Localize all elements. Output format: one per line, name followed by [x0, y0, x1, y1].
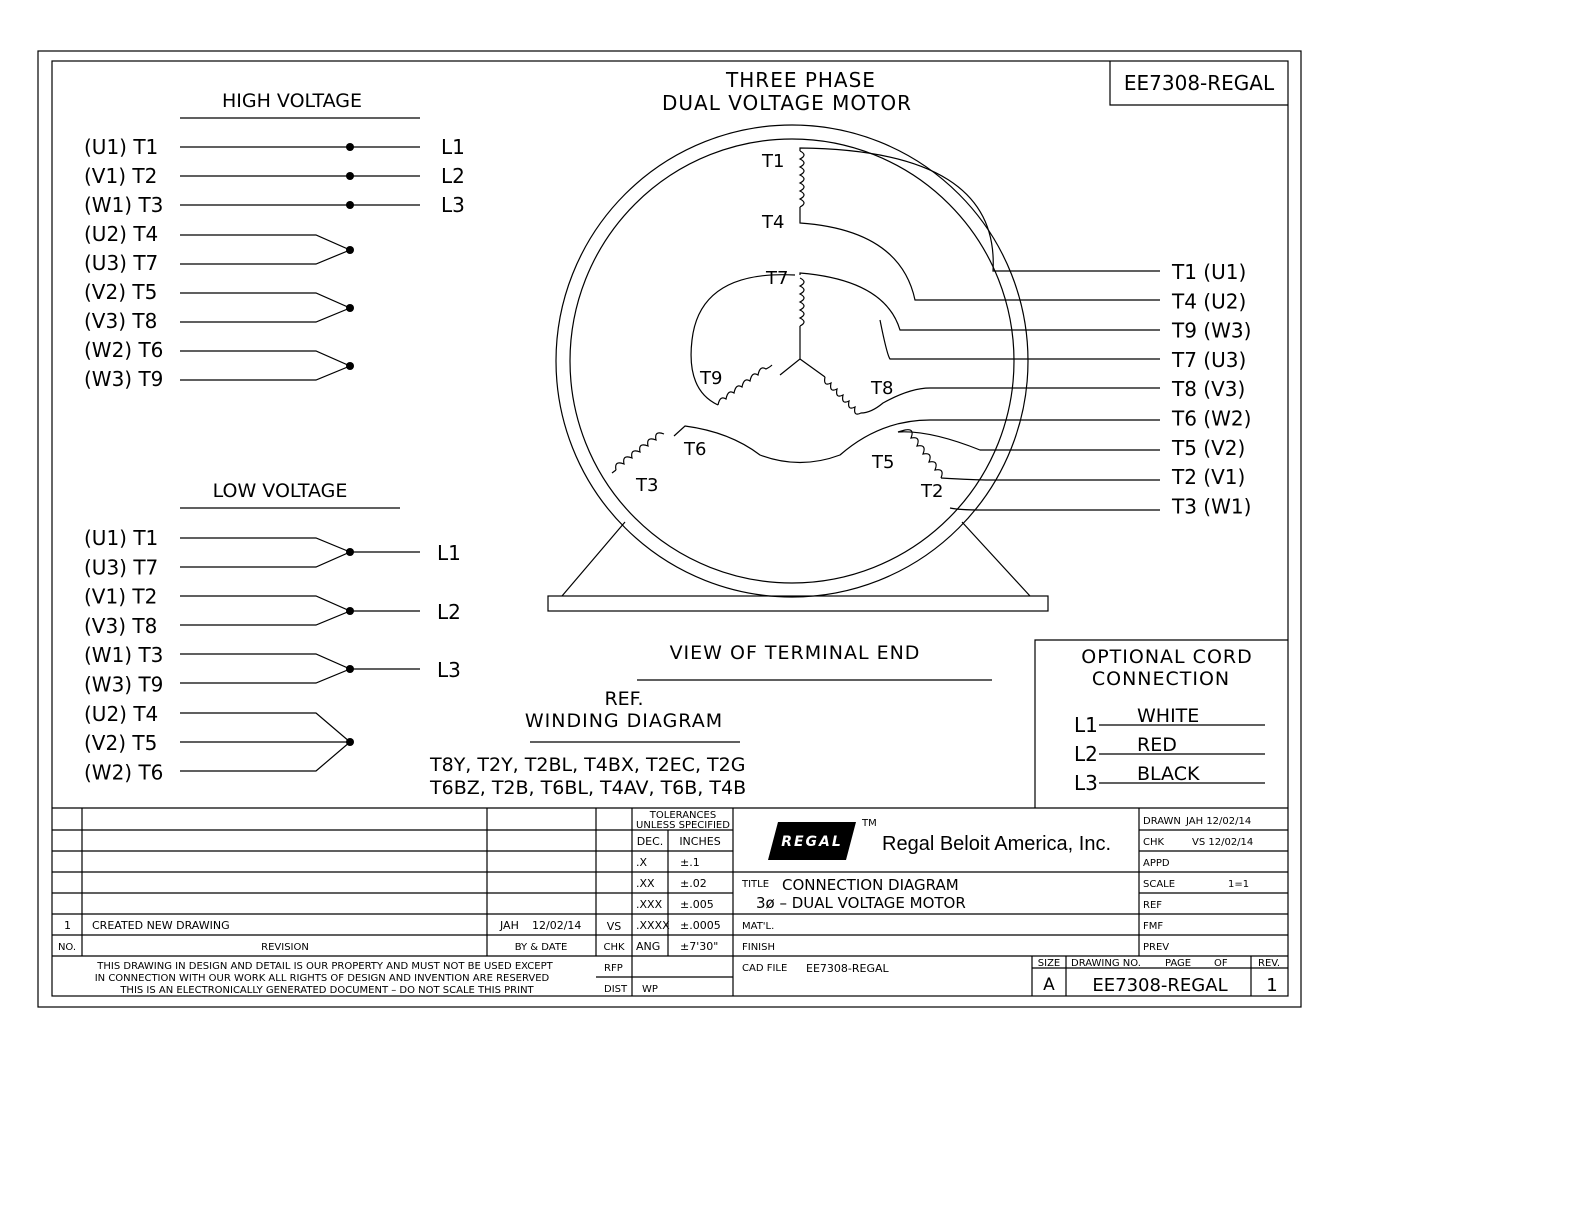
cord-heading-2: CONNECTION [1091, 668, 1231, 690]
dec-label: DEC. [636, 835, 664, 848]
title-line1: THREE PHASE [726, 68, 876, 92]
winding-label: T2 [921, 481, 944, 502]
inner-border [52, 61, 1288, 996]
fmf-label: FMF [1143, 921, 1164, 932]
hv-lead-label: (U1) T1 [84, 135, 159, 159]
chk-value: VS 12/02/14 [1192, 837, 1254, 848]
title-block [52, 808, 1288, 996]
ref-label: REF. [604, 688, 644, 710]
rev-label: REV. [1258, 958, 1280, 969]
winding-label: T8 [871, 378, 894, 399]
lv-lead-label: (V2) T5 [84, 731, 158, 756]
cord-color-label: BLACK [1137, 763, 1200, 785]
terminal-lead-label: T7 (U3) [1172, 347, 1247, 372]
high-voltage-section [84, 90, 465, 391]
scale-label: SCALE [1143, 879, 1176, 890]
cord-color-label: RED [1137, 734, 1177, 756]
terminal-lead-label: T8 (V3) [1172, 377, 1246, 402]
title-label: TITLE [742, 879, 770, 890]
cad-file-value: EE7308-REGAL [806, 962, 889, 975]
terminal-lead-label: T3 (W1) [1172, 494, 1252, 519]
hv-lead-label: (U2) T4 [84, 222, 159, 246]
tolerance-value: ±.02 [680, 877, 707, 890]
lv-lead-label: (W1) T3 [84, 643, 164, 668]
terminal-lead-label: T2 (V1) [1172, 465, 1246, 490]
rev-row-text: CREATED NEW DRAWING [92, 919, 230, 932]
scale-value: 1=1 [1228, 879, 1250, 890]
title-line-1: CONNECTION DIAGRAM [782, 876, 959, 894]
lead-t4 [800, 207, 1160, 300]
terminal-lead-label: T6 (W2) [1172, 406, 1252, 431]
lead-t7 [880, 320, 1160, 359]
rev-value: 1 [1266, 975, 1278, 996]
rev-row-no: 1 [64, 919, 71, 932]
col-revision: REVISION [261, 942, 309, 953]
rfp-label: RFP [604, 963, 623, 974]
terminal-lead-label: T5 (V2) [1172, 435, 1246, 460]
chk-label: CHK [1143, 837, 1165, 848]
cad-file-label: CAD FILE [742, 963, 788, 974]
motor-outer-ring [556, 125, 1028, 597]
terminal-lead-label: T9 (W3) [1172, 318, 1252, 343]
hv-lead-label: (V1) T2 [84, 164, 158, 188]
hv-lead-label: (W3) T9 [84, 367, 164, 391]
tolerance-decimal: .XX [636, 877, 655, 890]
tolerance-decimal: ANG [636, 940, 661, 953]
terminal-lead-label: T4 (U2) [1172, 289, 1247, 314]
ref-list-1: T8Y, T2Y, T2BL, T4BX, T2EC, T2G [430, 754, 746, 776]
appd-label: APPD [1143, 858, 1170, 869]
hv-lead-label: (U3) T7 [84, 251, 159, 275]
tolerances-h1: TOLERANCES [649, 810, 717, 821]
col-by-date: BY & DATE [514, 942, 568, 953]
tolerance-decimal: .X [636, 856, 648, 869]
lv-line-l2: L2 [437, 600, 461, 624]
trademark-mark: TM [862, 818, 877, 829]
tolerance-value: ±.005 [680, 898, 714, 911]
cord-heading-1: OPTIONAL CORD [1081, 646, 1253, 668]
hv-line-l3: L3 [441, 193, 465, 217]
hv-lead-label: (W2) T6 [84, 338, 164, 362]
winding-label: T7 [766, 268, 789, 289]
lead-t2 [941, 478, 1160, 480]
lv-lead-label: (V3) T8 [84, 613, 158, 638]
high-voltage-heading: HIGH VOLTAGE [221, 90, 363, 112]
view-label: VIEW OF TERMINAL END [669, 642, 921, 664]
id-box-text: EE7308-REGAL [1123, 71, 1275, 95]
lv-lead-label: (V1) T2 [84, 584, 158, 609]
motor-diagram [548, 125, 1251, 611]
dist-value: WP [642, 984, 658, 995]
rev-row-chk: VS [606, 920, 622, 933]
col-no: NO. [57, 942, 77, 953]
winding-label: T9 [700, 368, 723, 389]
motor-inner-ring [570, 139, 1014, 583]
low-voltage-heading: LOW VOLTAGE [212, 480, 348, 502]
title-line-2: 3ø – DUAL VOLTAGE MOTOR [756, 894, 966, 912]
winding-label: T3 [636, 475, 659, 496]
hv-line-l2: L2 [441, 164, 465, 188]
lv-lead-label: (U3) T7 [84, 555, 159, 580]
disclaimer-1: THIS DRAWING IN DESIGN AND DETAIL IS OUR PROPERTY AND MUST NOT BE USED EXCEPT [97, 961, 553, 972]
ref-list-2: T6BZ, T2B, T6BL, T4AV, T6B, T4B [430, 777, 747, 799]
tolerance-value: ±.0005 [680, 919, 721, 932]
size-label: SIZE [1037, 958, 1061, 969]
terminal-lead-label: T1 (U1) [1172, 260, 1247, 284]
hv-lead-label: (W1) T3 [84, 193, 164, 217]
of-label: OF [1214, 958, 1228, 969]
lead-t5 [898, 430, 1160, 450]
lv-lead-label: (U1) T1 [84, 526, 159, 550]
company-name: Regal Beloit America, Inc. [882, 833, 1111, 855]
lv-lead-label: (W3) T9 [84, 672, 164, 697]
title-line2: DUAL VOLTAGE MOTOR [661, 91, 913, 115]
lead-t3 [950, 508, 1160, 510]
drawn-value: JAH 12/02/14 [1186, 816, 1252, 827]
lv-lead-label: (U2) T4 [84, 701, 159, 726]
inches-label: INCHES [679, 835, 721, 848]
tolerance-value: ±.1 [680, 856, 700, 869]
cord-color-label: WHITE [1137, 705, 1200, 727]
lead-t1 [800, 148, 1160, 271]
col-chk: CHK [603, 942, 625, 953]
rev-row-date: 12/02/14 [532, 919, 582, 932]
regal-logo-text: REGAL [781, 834, 843, 850]
matl-label: MAT'L. [742, 921, 775, 932]
finish-label: FINISH [742, 942, 775, 953]
rev-row-by: JAH [500, 919, 519, 932]
ref-heading: WINDING DIAGRAM [524, 710, 724, 732]
hv-lead-label: (V3) T8 [84, 309, 158, 333]
page-label: PAGE [1165, 958, 1192, 969]
tolerance-decimal: .XXX [636, 898, 663, 911]
disclaimer-2: IN CONNECTION WITH OUR WORK ALL RIGHTS OF DESIGN AND INVENTION ARE RESERVED [94, 973, 550, 984]
drawing-no-label: DRAWING NO. [1071, 958, 1141, 969]
winding-label: T4 [762, 212, 785, 233]
drawing-no-value: EE7308-REGAL [1092, 975, 1228, 996]
disclaimer-3: THIS IS AN ELECTRONICALLY GENERATED DOCUMENT – DO NOT SCALE THIS PRINT [120, 985, 534, 996]
cord-line-label: L3 [1074, 771, 1098, 795]
lv-lead-label: (W2) T6 [84, 760, 164, 785]
dist-label: DIST [604, 984, 628, 995]
lead-t9 [800, 273, 1160, 330]
motor-base [548, 596, 1048, 611]
cord-line-label: L2 [1074, 742, 1098, 766]
drawn-label: DRAWN [1143, 816, 1181, 827]
winding-label: T6 [684, 439, 707, 460]
cord-line-label: L1 [1074, 713, 1098, 737]
size-value: A [1043, 975, 1055, 995]
low-voltage-section [84, 480, 461, 784]
hv-lead-label: (V2) T5 [84, 280, 158, 304]
hv-line-l1: L1 [441, 135, 465, 159]
lv-line-l1: L1 [437, 541, 461, 565]
tolerance-value: ±7'30" [680, 940, 719, 953]
tolerances-h2: UNLESS SPECIFIED [636, 820, 730, 831]
winding-label: T1 [762, 151, 785, 172]
prev-label: PREV [1143, 942, 1170, 953]
winding-label: T5 [872, 452, 895, 473]
ref-box-label: REF [1143, 900, 1163, 911]
lv-line-l3: L3 [437, 658, 461, 682]
lead-t6 [674, 420, 1160, 463]
tolerance-decimal: .XXXX [636, 919, 670, 932]
outer-border [38, 51, 1301, 1007]
